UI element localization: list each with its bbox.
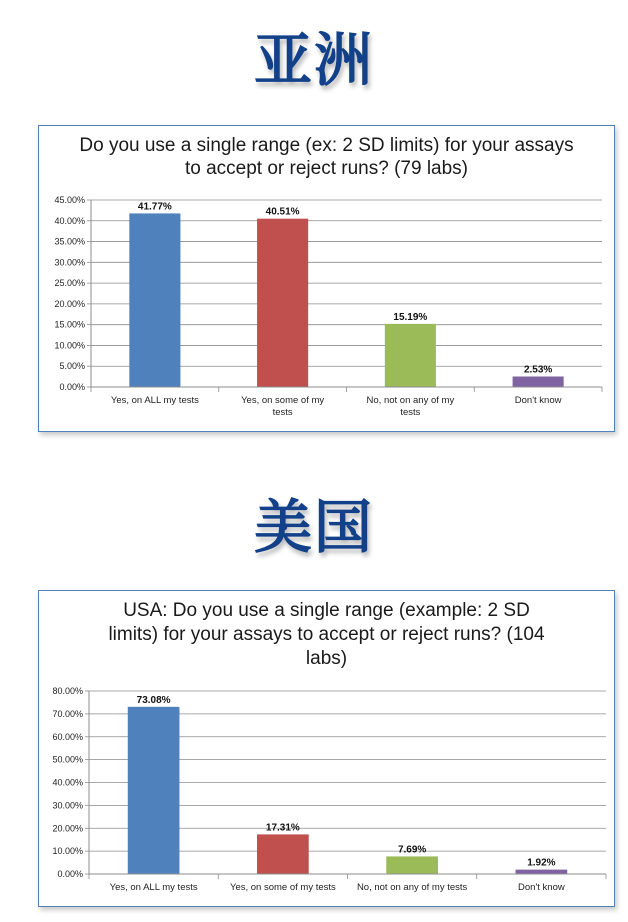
region-heading-usa: 美国 <box>253 493 374 561</box>
bar <box>257 834 309 874</box>
bar <box>128 707 180 874</box>
y-tick-label: 45.00% <box>54 195 85 205</box>
bar <box>513 376 564 387</box>
y-tick-label: 70.00% <box>52 708 83 719</box>
data-label: 40.51% <box>265 206 300 218</box>
y-tick-label: 5.00% <box>59 361 85 372</box>
x-tick-label: Yes, on some of my tests <box>229 882 336 893</box>
y-tick-label: 40.00% <box>54 215 85 226</box>
y-tick-label: 30.00% <box>52 800 83 811</box>
y-tick-label: 80.00% <box>52 686 83 696</box>
data-label: 73.08% <box>136 694 171 706</box>
data-label: 1.92% <box>527 857 556 869</box>
x-tick-label: No, not on any of my tests <box>356 882 468 893</box>
bar <box>257 219 308 387</box>
x-tick-label: Yes, on ALL my tests <box>110 395 199 406</box>
y-tick-label: 10.00% <box>54 340 85 351</box>
x-tick-label: Don't know <box>518 882 565 893</box>
x-tick-label: Don't know <box>514 395 562 406</box>
y-tick-label: 10.00% <box>52 846 83 857</box>
chart-title: Do you use a single range (ex: 2 SD limits) for your assays to accept or reject runs? (79 labs) <box>79 135 574 179</box>
chart-panel-asia <box>38 125 615 432</box>
data-label: 7.69% <box>397 844 427 856</box>
bar <box>385 324 436 387</box>
y-tick-label: 20.00% <box>54 298 85 309</box>
bar <box>129 213 180 387</box>
y-tick-label: 20.00% <box>52 823 83 834</box>
x-tick-label: Yes, on ALL my tests <box>109 882 198 893</box>
y-tick-label: 60.00% <box>52 731 83 742</box>
x-tick-label: No, not on any of my tests <box>366 395 455 418</box>
y-tick-label: 0.00% <box>57 869 83 879</box>
bar-chart-asia <box>39 126 614 431</box>
y-tick-label: 50.00% <box>52 754 83 765</box>
y-tick-label: 40.00% <box>52 777 83 788</box>
region-heading-asia: 亚洲 <box>253 26 374 94</box>
chart-panel-usa <box>38 590 615 907</box>
data-label: 15.19% <box>393 311 428 323</box>
data-label: 41.77% <box>137 201 172 213</box>
y-tick-label: 25.00% <box>54 278 85 289</box>
chart-title: USA: Do you use a single range (example: 2 SD limits) for your assays to accept or reject runs? (104 labs) <box>108 600 545 669</box>
y-tick-label: 0.00% <box>59 382 85 392</box>
x-tick-label: Yes, on some of my tests <box>241 395 325 418</box>
data-label: 17.31% <box>265 822 300 834</box>
bar <box>386 856 438 874</box>
y-tick-label: 15.00% <box>54 319 85 330</box>
data-label: 2.53% <box>523 364 553 376</box>
bar-chart-usa <box>39 591 614 906</box>
y-tick-label: 30.00% <box>54 257 85 268</box>
bar <box>516 870 568 874</box>
y-tick-label: 35.00% <box>54 236 85 247</box>
